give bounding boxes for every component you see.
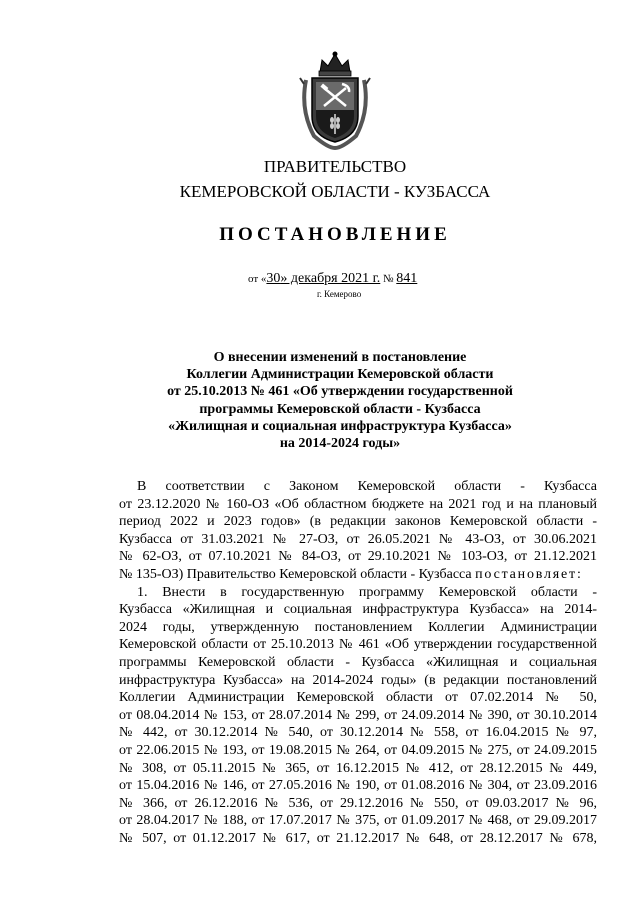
- body-line: от 28.04.2017 № 188, от 17.07.2017 № 375, от 01.09.2017 № 468, от 29.09.2017: [119, 813, 597, 829]
- body-line: Кузбасса от 31.03.2021 № 27-ОЗ, от 26.05.2021 № 43-ОЗ, от 30.06.2021: [119, 531, 597, 547]
- title-line: Коллегии Администрации Кемеровской области: [186, 367, 494, 383]
- document-body: [119, 478, 597, 847]
- date-day: 30: [266, 271, 281, 286]
- resolves-word: постановляет: [475, 566, 577, 582]
- title-line: на 2014-2024 годы»: [279, 436, 401, 452]
- title-line: О внесении изменений в постановление: [213, 350, 467, 365]
- coat-of-arms-emblem: [298, 50, 372, 150]
- body-line-text: № 135-ОЗ) Правительство Кемеровской области - Кузбасса: [119, 566, 476, 582]
- body-line: [119, 566, 597, 584]
- body-line: № 366, от 26.12.2016 № 536, от 29.12.2016 № 550, от 09.03.2017 № 96,: [119, 795, 597, 811]
- body-line: от 23.12.2020 № 160-ОЗ «Об областном бюджете на 2021 год и на плановый: [119, 496, 597, 512]
- body-line: от 15.04.2016 № 146, от 27.05.2016 № 190, от 01.08.2016 № 304, от 23.09.2016: [119, 778, 597, 794]
- body-line: № 507, от 01.12.2017 № 617, от 21.12.2017 № 648, от 28.12.2017 № 678,: [119, 830, 597, 846]
- body-line: Кемеровской области от 25.10.2013 № 461 «Об утверждении государственной: [119, 637, 597, 653]
- government-name-line1: ПРАВИТЕЛЬСТВО: [263, 157, 407, 176]
- title-line: от 25.10.2013 № 461 «Об утверждении государственной: [167, 384, 513, 400]
- number-prefix: №: [383, 273, 394, 285]
- body-line: от 08.04.2014 № 153, от 28.07.2014 № 299, от 24.09.2014 № 390, от 30.10.2014: [119, 707, 597, 723]
- date-month-year: » декабря 2021 г.: [280, 271, 381, 286]
- document-title: [100, 349, 580, 452]
- body-line: 2024 годы, утвержденную постановлением Коллегии Администрации: [119, 619, 597, 635]
- document-city: г. Кемерово: [317, 289, 362, 299]
- body-line: № 442, от 30.12.2014 № 540, от 30.12.2014 № 558, от 16.04.2015 № 97,: [119, 725, 597, 741]
- body-line: № 308, от 05.11.2015 № 365, от 16.12.2015 № 412, от 28.12.2015 № 449,: [119, 760, 597, 776]
- title-line: «Жилищная и социальная инфраструктура Кузбасса»: [168, 418, 512, 434]
- body-line: 1. Внести в государственную программу Кемеровской области -: [137, 584, 597, 600]
- resolves-colon: :: [576, 566, 581, 582]
- body-line: программы Кемеровской области - Кузбасса «Жилищная и социальная: [119, 654, 597, 670]
- document-type-heading: ПОСТАНОВЛЕНИЕ: [219, 224, 451, 245]
- government-name-line2: КЕМЕРОВСКОЙ ОБЛАСТИ - КУЗБАССА: [179, 182, 491, 201]
- body-line: период 2022 и 2023 годов» (в редакции законов Кемеровской области -: [119, 514, 597, 530]
- body-line: В соответствии с Законом Кемеровской области - Кузбасса: [137, 479, 597, 494]
- body-line: от 22.06.2015 № 193, от 19.08.2015 № 264, от 04.09.2015 № 275, от 24.09.2015: [119, 742, 597, 758]
- date-prefix: от «: [248, 273, 267, 285]
- body-line: Кузбасса «Жилищная и социальная инфраструктура Кузбасса» на 2014-: [119, 602, 597, 618]
- body-line: инфраструктура Кузбасса» на 2014-2024 годы» (в редакции постановлений: [119, 672, 597, 688]
- body-line: № 62-ОЗ, от 07.10.2021 № 84-ОЗ, от 29.10.2021 № 103-ОЗ, от 21.12.2021: [119, 549, 597, 565]
- document-number: 841: [396, 271, 418, 286]
- title-line: программы Кемеровской области - Кузбасса: [199, 401, 481, 417]
- document-date-line: [248, 271, 417, 287]
- body-line: Коллегии Администрации Кемеровской области от 07.02.2014 № 50,: [119, 690, 597, 706]
